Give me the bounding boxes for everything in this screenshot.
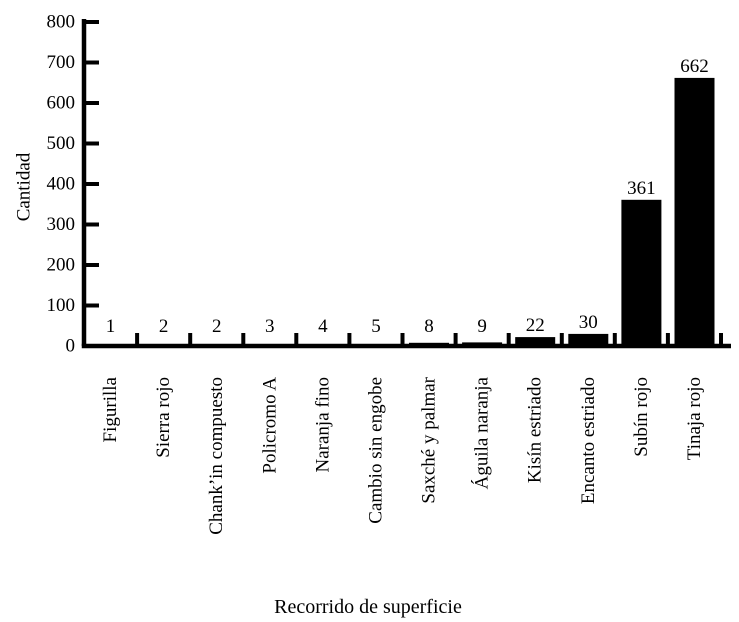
x-category-label: Tinaja rojo bbox=[684, 377, 705, 461]
x-category-label: Chank’in compuesto bbox=[206, 377, 228, 535]
bar-value-label: 361 bbox=[627, 177, 656, 199]
bar bbox=[621, 200, 661, 346]
bar-value-label: 9 bbox=[477, 316, 487, 337]
x-category-label: Sierra rojo bbox=[153, 377, 175, 458]
y-tick-label: 700 bbox=[46, 52, 75, 73]
x-category-label: Subín rojo bbox=[630, 377, 652, 457]
bar-value-label: 1 bbox=[105, 316, 116, 337]
bar-value-label: 3 bbox=[265, 316, 275, 337]
y-axis-title: Cantidad bbox=[13, 152, 35, 222]
y-tick-label: 600 bbox=[46, 92, 75, 114]
x-category-label: Kisín estriado bbox=[524, 377, 546, 484]
bar-value-label: 22 bbox=[525, 315, 545, 337]
x-category-label: Encanto estriado bbox=[577, 377, 599, 505]
y-tick-label: 300 bbox=[46, 214, 75, 235]
y-tick-label: 400 bbox=[46, 173, 75, 195]
bar bbox=[675, 78, 715, 346]
bar-value-label: 2 bbox=[211, 316, 222, 337]
x-axis-title: Recorrido de superficie bbox=[274, 596, 462, 618]
bar-value-label: 5 bbox=[371, 316, 381, 337]
x-category-label: Naranja fino bbox=[312, 377, 334, 473]
bar-value-label: 4 bbox=[318, 316, 328, 337]
bar-value-label: 2 bbox=[158, 316, 169, 337]
x-category-label: Policromo A bbox=[259, 377, 281, 474]
x-category-label: Saxché y palmar bbox=[418, 377, 440, 504]
x-category-label: Águila naranja bbox=[471, 377, 493, 490]
x-category-label: Figurilla bbox=[100, 377, 121, 443]
y-tick-label: 800 bbox=[46, 11, 75, 33]
y-tick-label: 0 bbox=[65, 335, 75, 357]
bar-value-label: 8 bbox=[424, 316, 434, 337]
bar-value-label: 30 bbox=[578, 311, 598, 333]
bar-value-label: 662 bbox=[680, 55, 709, 77]
x-category-label: Cambio sin engobe bbox=[365, 377, 387, 524]
y-tick-label: 100 bbox=[46, 295, 75, 316]
y-tick-label: 200 bbox=[46, 254, 75, 276]
y-tick-label: 500 bbox=[46, 133, 75, 154]
